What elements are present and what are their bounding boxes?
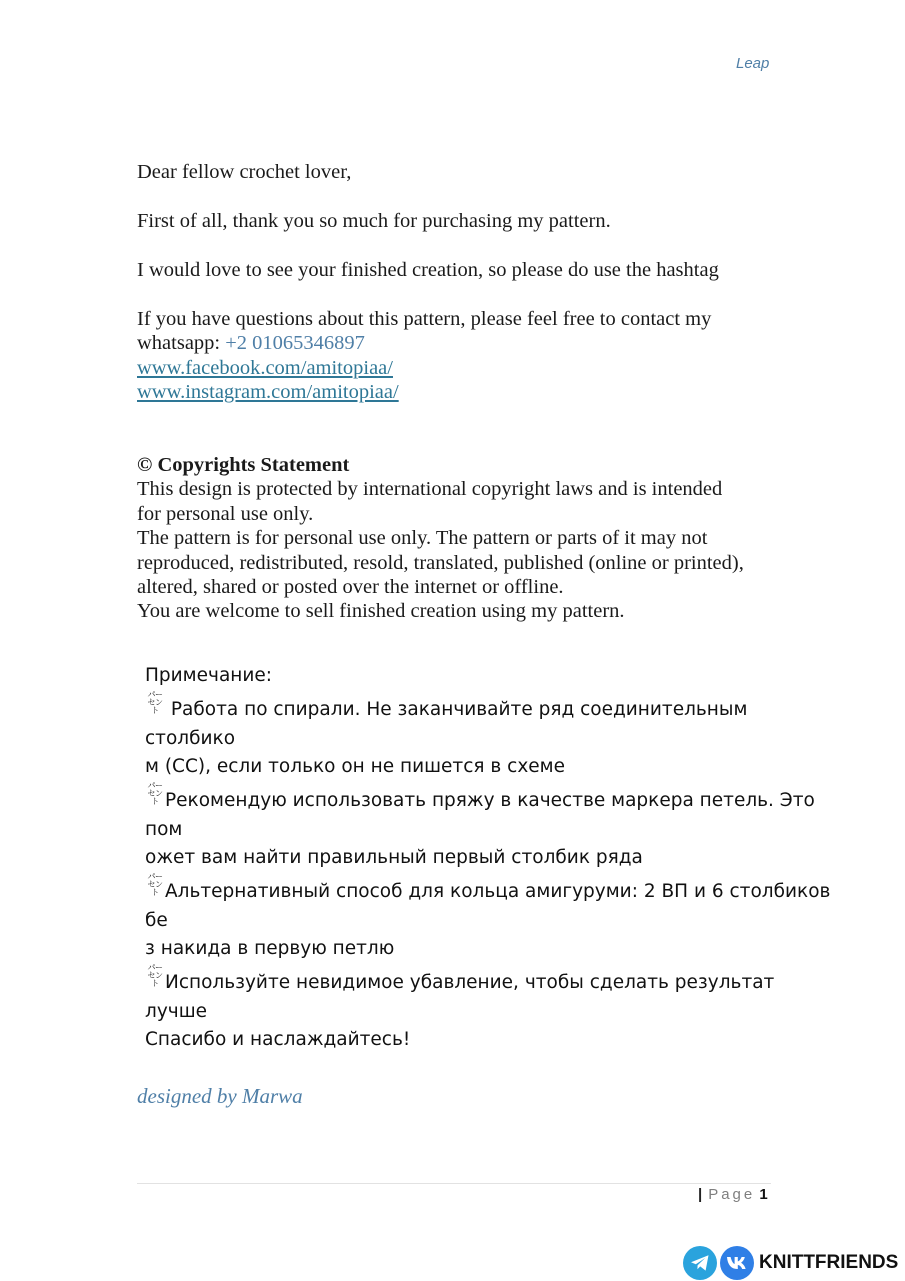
footer-bar: | <box>698 1186 703 1203</box>
note-item <box>145 964 835 1055</box>
page-label: Page <box>708 1186 756 1203</box>
copyright-line: for personal use only. <box>137 502 314 525</box>
notes-title: Примечание: <box>145 665 273 686</box>
copyright-line: You are welcome to sell finished creation using my pattern. <box>137 600 625 623</box>
copyright-line: The pattern is for personal use only. The pattern or parts of it may not <box>137 527 708 550</box>
copyright-heading: © Copyrights Statement <box>137 454 350 476</box>
note-text: Рекомендую использовать пряжу в качестве маркера петель. Это пом <box>145 790 815 840</box>
header-title: Leap <box>736 55 770 72</box>
copyright-line: reproduced, redistributed, resold, translated, published (online or printed), <box>137 551 744 574</box>
note-item <box>145 782 835 873</box>
facebook-link[interactable]: www.facebook.com/amitopiaa/ <box>137 356 393 379</box>
hashtag-line: I would love to see your finished creation, so please do use the hashtag <box>137 259 719 281</box>
page-number: 1 <box>759 1186 768 1203</box>
percent-glyph-icon: パー セント <box>147 872 163 897</box>
thanks-line: First of all, thank you so much for purchasing my pattern. <box>137 210 611 232</box>
note-text: Используйте невидимое убавление, чтобы сделать результат лучше <box>145 972 775 1022</box>
note-item <box>145 691 835 782</box>
note-text: Работа по спирали. Не заканчивайте ряд соединительным столбико <box>145 699 748 749</box>
note-text: ожет вам найти правильный первый столбик ряда <box>145 847 643 868</box>
percent-glyph-icon: パー セント <box>147 781 163 806</box>
instagram-link[interactable]: www.instagram.com/amitopiaa/ <box>137 381 399 404</box>
brand-name: KNITTFRIENDS <box>759 1252 899 1273</box>
copyright-line: This design is protected by international copyright laws and is intended <box>137 478 723 501</box>
vk-icon[interactable] <box>720 1246 754 1280</box>
designer-credit: designed by Marwa <box>137 1084 303 1108</box>
contact-block <box>137 307 787 405</box>
greeting: Dear fellow crochet lover, <box>137 161 352 183</box>
note-text: м (СС), если только он не пишется в схеме <box>145 756 566 777</box>
note-text: з накида в первую петлю <box>145 938 395 959</box>
phone-number[interactable]: +2 01065346897 <box>225 332 365 355</box>
whatsapp-label: whatsapp: <box>137 332 226 355</box>
notes-section <box>145 662 835 1055</box>
note-text: Альтернативный способ для кольца амигуруми: 2 ВП и 6 столбиков бе <box>145 881 831 931</box>
whatsapp-line <box>137 331 787 355</box>
footer-divider <box>137 1183 771 1184</box>
copyright-section <box>137 453 787 624</box>
percent-glyph-icon: パー セント <box>147 690 163 715</box>
page-footer <box>698 1186 768 1203</box>
copyright-line: altered, shared or posted over the internet or offline. <box>137 576 564 599</box>
brand-watermark <box>683 1245 898 1281</box>
notes-closing: Спасибо и наслаждайтесь! <box>145 1029 411 1050</box>
contact-line: If you have questions about this pattern, please feel free to contact my <box>137 308 712 330</box>
note-item <box>145 873 835 964</box>
percent-glyph-icon: パー セント <box>147 963 163 988</box>
telegram-icon[interactable] <box>683 1246 717 1280</box>
